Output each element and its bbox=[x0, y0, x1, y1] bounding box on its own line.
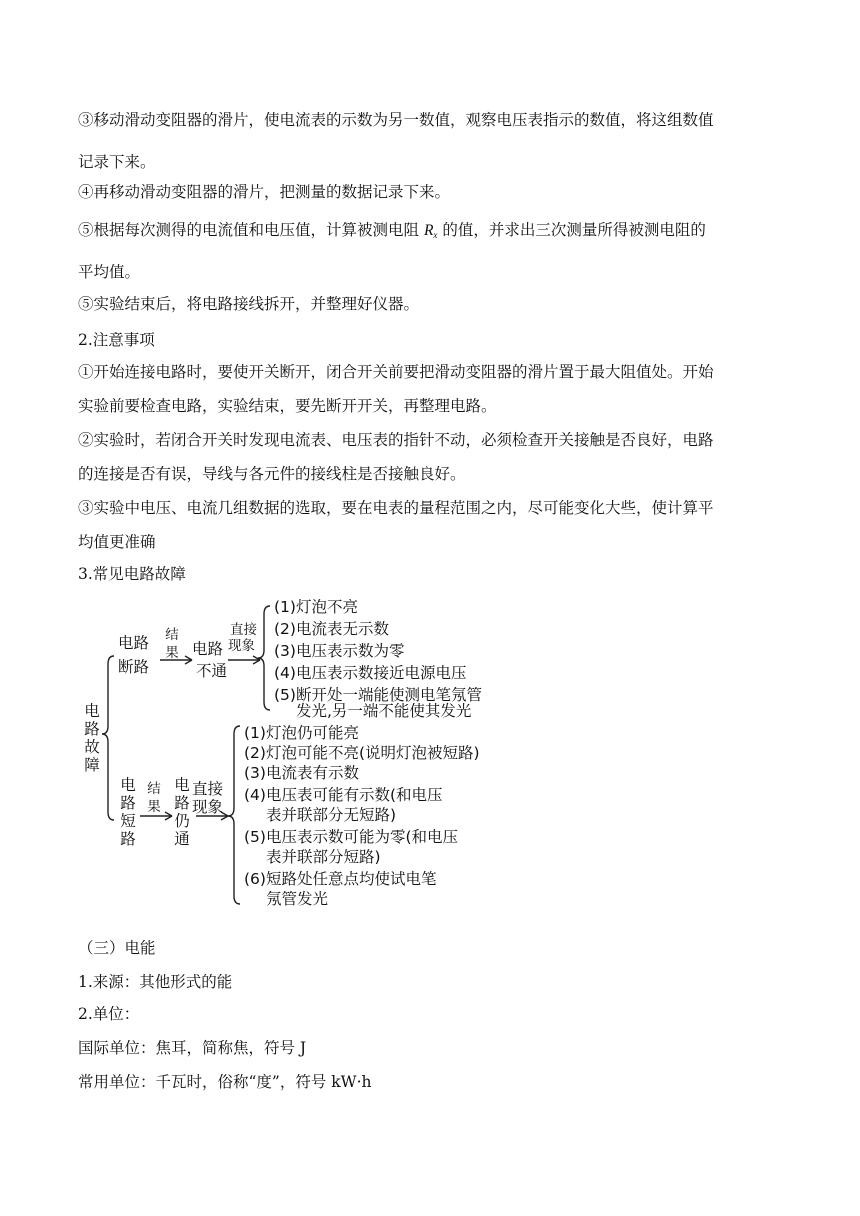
note-3-line-2: 均值更准确 bbox=[78, 533, 156, 551]
short-item-1: (1)灯泡仍可能亮 bbox=[244, 724, 359, 742]
energy-source: 1.来源：其他形式的能 bbox=[78, 973, 233, 991]
step-3-line-1: ③移动滑动变阻器的滑片，使电流表的示数为另一数值，观察电压表指示的数值，将这组数值 bbox=[78, 111, 714, 129]
root-label: 电路故障 bbox=[84, 702, 100, 774]
open-items-brace bbox=[258, 606, 270, 710]
energy-common-unit: 常用单位：千瓦时，俗称“度”，符号 kW·h bbox=[78, 1073, 372, 1091]
note-1-line-2: 实验前要检查电路，实验结束，要先断开开关，再整理电路。 bbox=[78, 397, 497, 415]
short-label: 电路短路 bbox=[120, 776, 136, 848]
step-5-pre: ⑤根据每次测得的电流值和电压值，计算被测电阻 bbox=[78, 221, 420, 239]
open-state-2: 不通 bbox=[196, 662, 228, 680]
note-2-line-2: 的连接是否有误，导线与各元件的接线柱是否接触良好。 bbox=[78, 465, 466, 483]
step-5-post: 的值，并求出三次测量所得被测电阻的 bbox=[442, 221, 706, 239]
root-brace bbox=[102, 656, 114, 820]
open-item-3: (3)电压表示数为零 bbox=[274, 642, 405, 660]
note-3-line-1: ③实验中电压、电流几组数据的选取，要在电表的量程范围之内，尽可能变化大些，使计算平 bbox=[78, 499, 714, 517]
note-2-line-1: ②实验时，若闭合开关时发现电流表、电压表的指针不动，必须检查开关接触是否良好，电路 bbox=[78, 431, 714, 449]
open-label-1: 电路 bbox=[118, 634, 150, 652]
short-item-4: (4)电压表可能有示数(和电压 bbox=[244, 786, 443, 804]
open-direct-label: 直接 bbox=[230, 622, 257, 638]
faults-heading: 3.常见电路故障 bbox=[78, 565, 186, 583]
open-item-5-cont: 发光,另一端不能使其发光 bbox=[296, 702, 472, 720]
energy-heading: （三）电能 bbox=[78, 939, 156, 957]
open-label-2: 断路 bbox=[118, 658, 150, 676]
open-item-5: (5)断开处一端能使测电笔氖管 bbox=[274, 686, 482, 704]
open-item-1: (1)灯泡不亮 bbox=[274, 598, 358, 616]
resistance-symbol: $R_x$ bbox=[423, 222, 438, 240]
open-result-label: 结果 bbox=[165, 627, 179, 661]
short-item-5: (5)电压表示数可能为零(和电压 bbox=[244, 828, 459, 846]
note-1-line-1: ①开始连接电路时，要使开关断开，闭合开关前要把滑动变阻器的滑片置于最大阻值处。开始 bbox=[78, 363, 714, 381]
step-4: ④再移动滑动变阻器的滑片，把测量的数据记录下来。 bbox=[78, 183, 451, 201]
open-phenomenon-label: 现象 bbox=[228, 638, 255, 654]
step-5-line-2: 平均值。 bbox=[78, 263, 141, 281]
notes-heading: 2.注意事项 bbox=[78, 331, 155, 349]
short-items-brace bbox=[228, 726, 240, 904]
step-6: ⑤实验结束后，将电路接线拆开，并整理好仪器。 bbox=[78, 295, 420, 313]
open-item-4: (4)电压表示数接近电源电压 bbox=[274, 664, 467, 682]
short-item-5-cont: 表并联部分短路) bbox=[266, 848, 381, 866]
step-3-line-2: 记录下来。 bbox=[78, 153, 156, 171]
step-5-line-1 bbox=[78, 218, 706, 240]
short-item-6-cont: 氖管发光 bbox=[266, 890, 329, 908]
short-item-4-cont: 表并联部分无短路) bbox=[266, 806, 397, 824]
short-state-label: 电路仍通 bbox=[174, 776, 190, 848]
short-direct-label: 直接 bbox=[192, 780, 224, 798]
short-item-6: (6)短路处任意点均使试电笔 bbox=[244, 870, 437, 888]
open-state-1: 电路 bbox=[192, 640, 224, 658]
short-item-2: (2)灯泡可能不亮(说明灯泡被短路) bbox=[244, 744, 480, 762]
short-item-3: (3)电流表有示数 bbox=[244, 764, 359, 782]
open-item-2: (2)电流表无示数 bbox=[274, 620, 389, 638]
energy-si-unit: 国际单位：焦耳，简称焦，符号 J bbox=[78, 1039, 307, 1057]
short-result-label: 结果 bbox=[147, 781, 161, 815]
energy-unit-heading: 2.单位： bbox=[78, 1005, 140, 1023]
circuit-fault-diagram bbox=[80, 592, 540, 912]
short-phenomenon-label: 现象 bbox=[192, 798, 224, 816]
